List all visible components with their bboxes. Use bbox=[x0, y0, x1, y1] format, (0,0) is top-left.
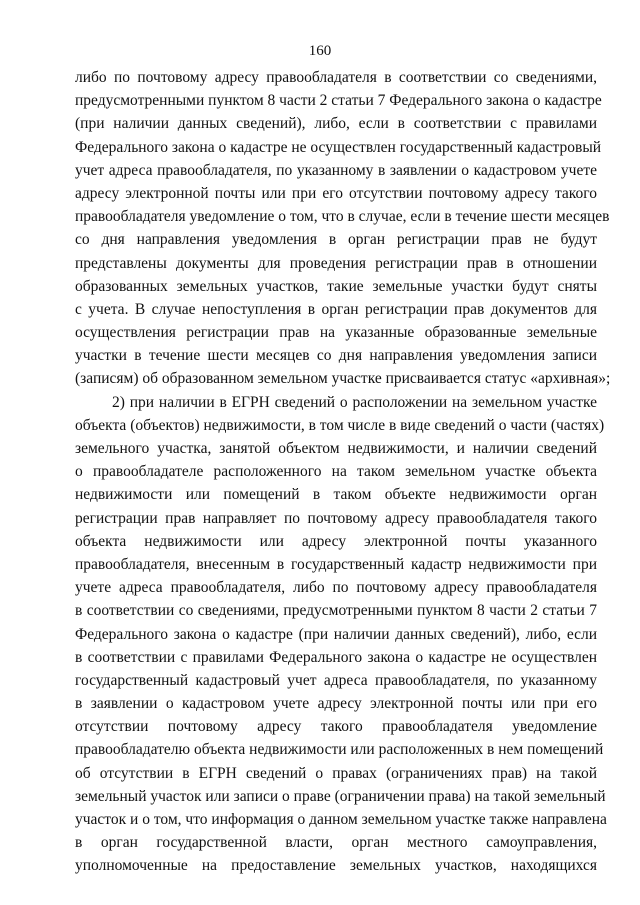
text-line: регистрации прав направляет по почтовому адресу правообладателя такого bbox=[75, 509, 597, 527]
text-line: объекта (объектов) недвижимости, в том числе в виде сведений о части (частях) bbox=[75, 416, 605, 434]
text-line: адресу электронной почты или при его отсутствии почтовому адресу такого bbox=[75, 184, 597, 202]
text-line: представлены документы для проведения регистрации прав в отношении bbox=[75, 254, 597, 272]
text-line: земельного участка, занятой объектом недвижимости, и наличии сведений bbox=[75, 440, 597, 457]
text-line: учет адреса правообладателя, по указанному в заявлении о кадастровом учете bbox=[75, 161, 597, 179]
text-line: о правообладателе расположенного на таком земельном участке объекта bbox=[75, 463, 597, 481]
text-line: объекта недвижимости или адресу электронной почты указанного bbox=[75, 532, 597, 550]
text-line: в соответствии с правилами Федерального закона о кадастре не осуществлен bbox=[75, 648, 597, 666]
text-line: отсутствии почтовому адресу такого правообладателя уведомление bbox=[75, 718, 597, 736]
text-line: (при наличии данных сведений), либо, если в соответствии с правилами bbox=[75, 115, 597, 133]
text-line: уполномоченные на предоставление земельных участков, находящихся bbox=[75, 857, 597, 875]
text-line: государственный кадастровый учет адреса правообладателя, по указанному bbox=[75, 671, 597, 689]
text-line: в орган государственной власти, орган местного самоуправления, bbox=[75, 834, 597, 852]
text-line: предусмотренными пунктом 8 части 2 статьи 7 Федерального закона о кадастре bbox=[75, 92, 602, 110]
text-line: правообладателя, внесенным в государственный кадастр недвижимости при bbox=[75, 555, 597, 573]
text-line: об отсутствии в ЕГРН сведений о правах (ограничениях прав) на такой bbox=[75, 764, 597, 782]
text-line: со дня направления уведомления в орган регистрации прав не будут bbox=[75, 231, 597, 249]
text-line: в заявлении о кадастровом учете адресу электронной почты или при его bbox=[75, 695, 597, 713]
text-line: с учета. В случае непоступления в орган регистрации прав документов для bbox=[75, 300, 597, 318]
text-line: правообладателя уведомление о том, что в случае, если в течение шести месяцев bbox=[75, 208, 610, 226]
text-line: либо по почтовому адресу правообладателя в соответствии со сведениями, bbox=[75, 69, 597, 86]
page-number: 160 bbox=[308, 43, 332, 59]
text-line: осуществления регистрации прав на указанные образованные земельные bbox=[75, 324, 597, 342]
text-line: правообладателю объекта недвижимости или расположенных в нем помещений bbox=[75, 741, 604, 759]
document-body-text bbox=[75, 66, 611, 878]
text-line: Федерального закона о кадастре (при наличии данных сведений), либо, если bbox=[75, 625, 597, 643]
text-line: в соответствии со сведениями, предусмотренными пунктом 8 части 2 статьи 7 bbox=[75, 602, 597, 620]
text-line: участки в течение шести месяцев со дня направления уведомления записи bbox=[75, 347, 597, 365]
paragraph-start-line: 2) при наличии в ЕГРН сведений о расположении на земельном участке bbox=[112, 393, 597, 411]
text-line: участок и о том, что информация о данном земельном участке также направлена bbox=[75, 811, 607, 828]
paragraph-end-line: (записям) об образованном земельном участке присваивается статус «архивная»; bbox=[75, 370, 611, 388]
text-line: Федерального закона о кадастре не осуществлен государственный кадастровый bbox=[75, 138, 602, 156]
text-line: земельный участок или записи о праве (ограничении права) на такой земельный bbox=[75, 787, 606, 805]
text-line: недвижимости или помещений в таком объекте недвижимости орган bbox=[75, 486, 597, 504]
text-line: образованных земельных участков, такие земельные участки будут сняты bbox=[75, 277, 597, 295]
text-line: учете адреса правообладателя, либо по почтовому адресу правообладателя bbox=[75, 579, 597, 597]
